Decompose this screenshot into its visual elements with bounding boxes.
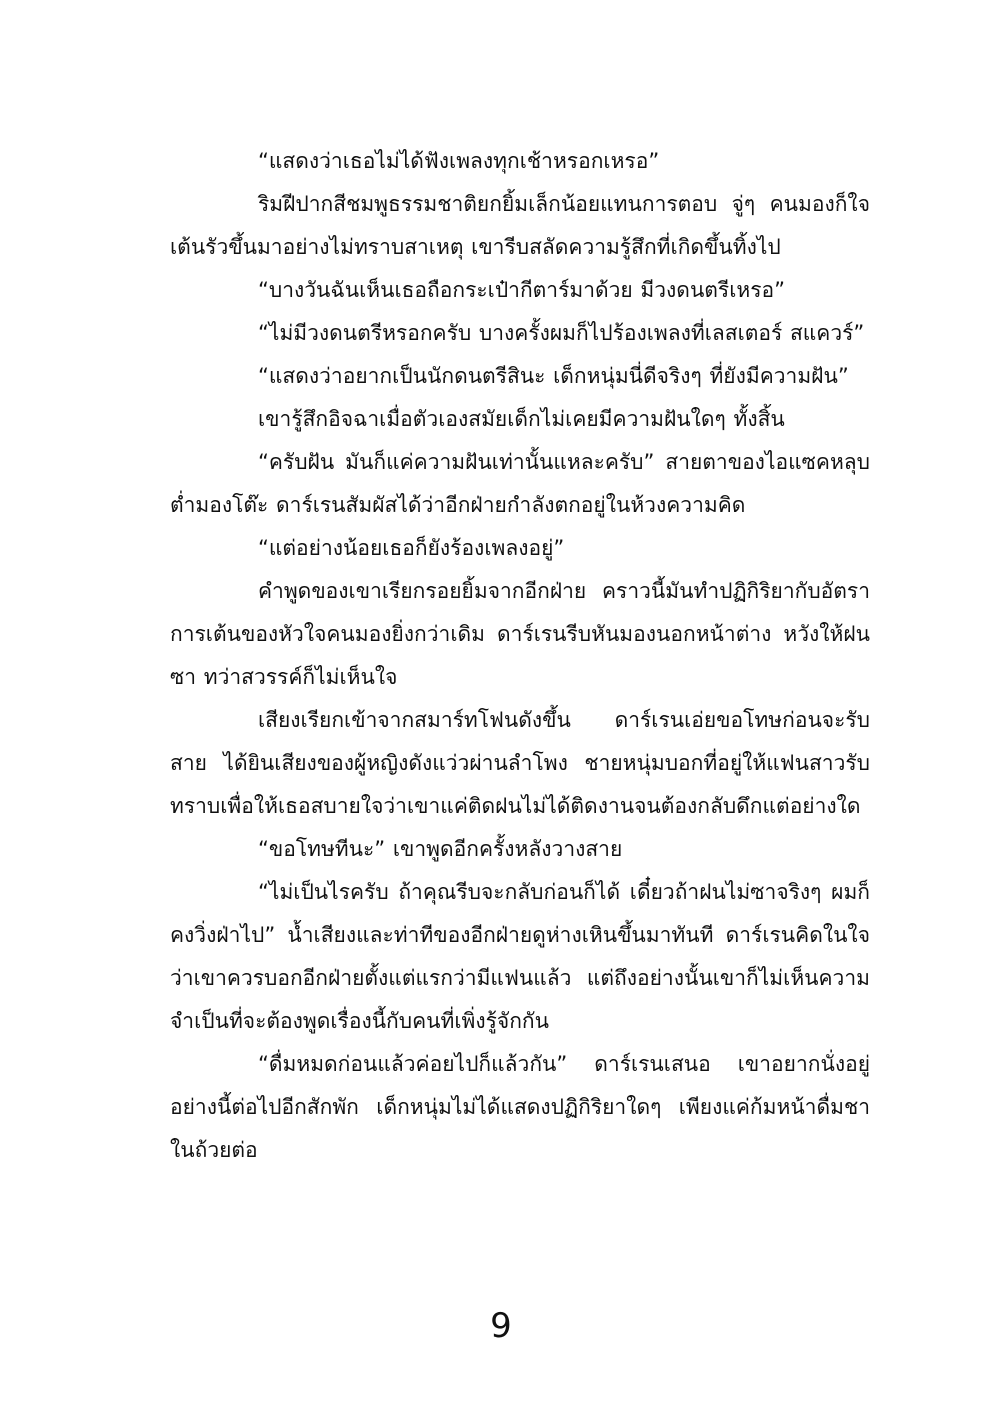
paragraph: เสียงเรียกเข้าจากสมาร์ทโฟนดังขึ้น ดาร์เรนเอ่ยขอโทษก่อนจะรับสาย ได้ยินเสียงของผู้หญิงดังแว่วผ่านลำโพง ชายหนุ่มบอกที่อยู่ให้แฟนสาวรับทราบเพื่อให้เธอสบายใจว่าเขาแค่ติดฝนไม่ได้ติดงานจนต้องกลับดึกแต่อย่างใด: [170, 708, 870, 818]
paragraph: “ขอโทษทีนะ” เขาพูดอีกครั้งหลังวางสาย: [258, 837, 623, 861]
paragraph: “แสดงว่าเธอไม่ได้ฟังเพลงทุกเช้าหรอกเหรอ”: [258, 149, 660, 173]
paragraph: เขารู้สึกอิจฉาเมื่อตัวเองสมัยเด็กไม่เคยมีความฝันใดๆ ทั้งสิ้น: [258, 407, 785, 431]
paragraph: “แสดงว่าอยากเป็นนักดนตรีสินะ เด็กหนุ่มนี่ดีจริงๆ ที่ยังมีความฝัน”: [258, 364, 849, 388]
paragraph: “แต่อย่างน้อยเธอก็ยังร้องเพลงอยู่”: [258, 536, 565, 560]
paragraph: “ดื่มหมดก่อนแล้วค่อยไปก็แล้วกัน” ดาร์เรนเสนอ เขาอยากนั่งอยู่อย่างนี้ต่อไปอีกสักพัก เด็กหนุ่มไม่ได้แสดงปฏิกิริยาใดๆ เพียงแค่ก้มหน้าดื่มชาในถ้วยต่อ: [170, 1052, 870, 1162]
paragraph: คำพูดของเขาเรียกรอยยิ้มจากอีกฝ่าย คราวนี้มันทำปฏิกิริยากับอัตราการเต้นของหัวใจคนมองยิ่งกว่าเดิม ดาร์เรนรีบหันมองนอกหน้าต่าง หวังให้ฝนซา ทว่าสวรรค์ก็ไม่เห็นใจ: [170, 579, 870, 689]
page-number: 9: [490, 1306, 512, 1346]
paragraph: “ไม่เป็นไรครับ ถ้าคุณรีบจะกลับก่อนก็ได้ เดี๋ยวถ้าฝนไม่ซาจริงๆ ผมก็คงวิ่งฝ่าไป” น้ำเสียงและท่าทีของอีกฝ่ายดูห่างเหินขึ้นมาทันที ดาร์เรนคิดในใจว่าเขาควรบอกอีกฝ่ายตั้งแต่แรกว่ามีแฟนแล้ว แต่ถึงอย่างนั้นเขาก็ไม่เห็นความจำเป็นที่จะต้องพูดเรื่องนี้กับคนที่เพิ่งรู้จักกัน: [170, 880, 870, 1033]
paragraph: ริมฝีปากสีชมพูธรรมชาติยกยิ้มเล็กน้อยแทนการตอบ จู่ๆ คนมองก็ใจเต้นรัวขึ้นมาอย่างไม่ทราบสาเหตุ เขารีบสลัดความรู้สึกที่เกิดขึ้นทิ้งไป: [170, 192, 870, 259]
paragraph: “ไม่มีวงดนตรีหรอกครับ บางครั้งผมก็ไปร้องเพลงที่เลสเตอร์ สแควร์”: [258, 321, 865, 345]
paragraph: “บางวันฉันเห็นเธอถือกระเป๋ากีตาร์มาด้วย มีวงดนตรีเหรอ”: [258, 278, 786, 302]
paragraph: “ครับฝัน มันก็แค่ความฝันเท่านั้นแหละครับ” สายตาของไอแซคหลุบต่ำมองโต๊ะ ดาร์เรนสัมผัสได้ว่าอีกฝ่ายกำลังตกอยู่ในห้วงความคิด: [170, 450, 870, 517]
body-text: [170, 140, 870, 1172]
